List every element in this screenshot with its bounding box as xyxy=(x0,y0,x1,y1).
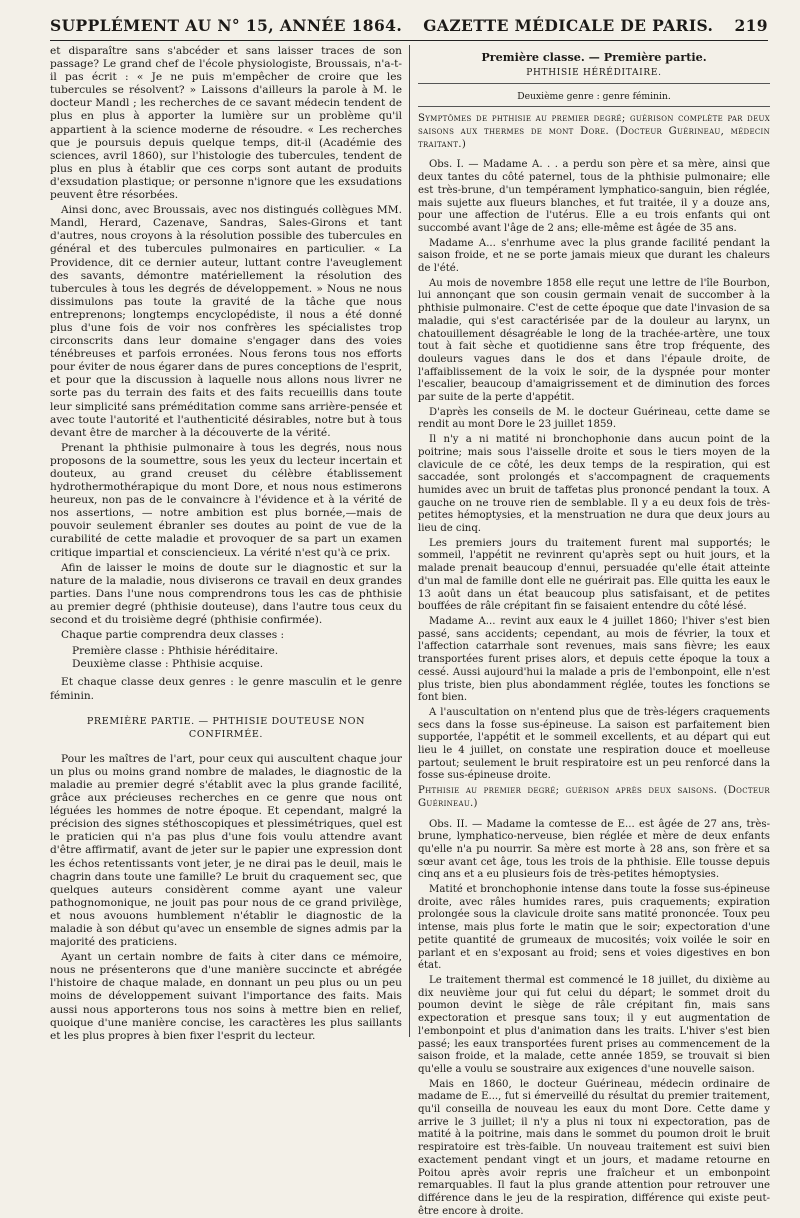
header-rule xyxy=(50,40,768,41)
paragraph: Le traitement thermal est commencé le 18 juillet, du dixième au dix neuvième jour qui fut celui du départ; le sommet droit du poumon devint le siège de râle crépitant fin, mais sans expectoration et presque sans toux; il y eut augmentation de l'embonpoint et plus d'animation dans les traits. L'hiver s'est bien passé; les eaux transportées furent prises au commencement de la saison froide, et la malade, cette année 1859, se trouvait si bien qu'elle a voulu se soustraire aux exigences d'une nouvelle saison. xyxy=(418,974,770,1075)
paragraph: Ainsi donc, avec Broussais, avec nos distingués collègues MM. Mandl, Herard, Cazenave, Sandras, Sales-Girons et tant d'autres, nous croyons à la résolution possible des tubercules en général et des tubercules pulmonaires en particulier. « La Providence, dit ce dernier auteur, luttant contre l'aveuglement des savants, démontre matériellement la résolution des tubercules à tous les degrés de développement. » Nous ne nous dissimulons pas toute la gravité de la tâche que nous entreprenons; longtemps encyclopédiste, il nous a été donné plus d'une fois de voir nos confrères les spécialistes trop circonscrits dans leur domaine s'engager dans des voies ténébreuses et parfois erronées. Nous ferons tous nos efforts pour éviter de nous égarer dans de pures conceptions de l'esprit, et pour que la discussion à laquelle nous allons nous livrer ne sorte pas du terrain des faits et des faits recueillis dans toute leur simplicité sans préméditation comme sans arrière-pensée et avec toute l'autorité et l'authenticité désirables, notre but à tous devant être de marcher à la découverte de la vérité. xyxy=(50,204,402,439)
case-title: Phthisie au premier degré; guérison après deux saisons. (Docteur Guérineau.) xyxy=(418,785,770,809)
left-column xyxy=(50,45,402,1042)
list-item: Première classe : Phthisie héréditaire. xyxy=(72,645,279,658)
paragraph: Chaque partie comprendra deux classes : xyxy=(61,629,285,642)
case-title: Symptômes de phthisie au premier degré; guérison complète par deux saisons aux thermes de mont Dore. (Docteur Guérineau, médecin traitant.) xyxy=(418,113,770,150)
paragraph: Ayant un certain nombre de faits à citer dans ce mémoire, nous ne présenterons que d'une manière succincte et abrégée l'histoire de chaque malade, en donnant un peu plus ou un peu moins de développement suivant l'importance des faits. Mais aussi nous apporterons tous nos soins à mettre bien en relief, quoique d'une manière concise, les caractères les plus saillants et les plus propres à bien fixer l'esprit du lecteur. xyxy=(50,951,402,1042)
journal-title: GAZETTE MÉDICALE DE PARIS. xyxy=(423,16,714,35)
paragraph: Obs. II. — Madame la comtesse de E... est âgée de 27 ans, très-brune, lymphatico-nerveuse, bien réglée et mère de deux enfants qu'elle n'a pu nourrir. Sa mère est morte à 28 ans, son frère et sa sœur avant cet âge, tous les trois de la phthisie. Elle tousse depuis cinq ans et a eu plusieurs fois de très-petites hémoptysies. xyxy=(418,818,770,881)
paragraph: Les premiers jours du traitement furent mal supportés; le sommeil, l'appétit ne revinrent qu'après sept ou huit jours, et la malade prenait beaucoup d'ennui, persuadée qu'elle était atteinte d'un mal de famille dont elle ne guérirait pas. Elle quitta les eaux le 13 août dans un état beaucoup plus satisfaisant, et de petites bouffées de râle crépitant fin se faisaient entendre du côté lésé. xyxy=(418,537,770,613)
paragraph: et disparaître sans s'abcéder et sans laisser traces de son passage? Le grand chef de l'école physiologiste, Broussais, n'a-t-il pas écrit : « Je ne puis m'empêcher de croire que les tubercules se résolvent? » Laissons d'ailleurs la parole à M. le docteur Mandl ; les recherches de ce savant médecin tendent de plus en plus à apporter la lumière sur un problème qu'il appartient à la science moderne de résoudre. « Les recherches que je poursuis depuis quelque temps, dit-il (Académie des sciences, avril 1860), sur l'histologie des tubercules, tendent de plus en plus à établir que ces corps sont autant de produits d'exsudation plastique; or personne n'ignore que les exsudations peuvent être résorbées. xyxy=(50,45,402,202)
paragraph: Mais en 1860, le docteur Guérineau, médecin ordinaire de madame de E..., fut si émerveillé du résultat du premier traitement, qu'il conseilla de nouveau les eaux du mont Dore. Cette dame y arrive le 3 juillet; il n'y a plus ni toux ni expectoration, pas de matité à la poitrine, mais dans le sommet du poumon droit le bruit respiratoire est très-faible. Un nouveau traitement est suivi bien exactement pendant vingt et un jours, et madame retourne en Poitou après avoir repris une fraîcheur et un embonpoint remarquables. Il faut la plus grande attention pour retrouver une différence dans le jeu de la respiration, différence qui existe peut-être encore à droite. xyxy=(418,1078,770,1217)
right-column xyxy=(418,45,770,1217)
divider xyxy=(418,106,770,107)
paragraph: A l'auscultation on n'entend plus que de très-légers craquements secs dans la fosse sus-épineuse. La saison est parfaitement bien supportée, l'appétit et le sommeil excellents, et au départ qui eut lieu le 4 juillet, on constate une respiration douce et moelleuse partout; seulement le bruit respiratoire est un peu renforcé dans la fosse sus-épineuse droite. xyxy=(418,706,770,782)
supplement-label: SUPPLÉMENT AU N° 15, ANNÉE 1864. xyxy=(50,16,403,35)
class-heading: Première classe. — Première partie. xyxy=(481,50,707,64)
paragraph: D'après les conseils de M. le docteur Guérineau, cette dame se rendit au mont Dore le 23 juillet 1859. xyxy=(418,406,770,431)
paragraph: Et chaque classe deux genres : le genre masculin et le genre féminin. xyxy=(50,676,402,702)
paragraph: Prenant la phthisie pulmonaire à tous les degrés, nous nous proposons de la soumettre, sous les yeux du lecteur incertain et douteux, au grand creuset du célèbre établissement hydrothermothérapique du mont Dore, et nous nous estimerons heureux, non pas de le convaincre à l'évidence et à la vérité de nos assertions, — notre ambition est plus bornée,—mais de pouvoir seulement ébranler ses doutes au point de vue de la curabilité de cette maladie et provoquer de sa part un examen critique impartial et consciencieux. La vérité n'est qu'à ce prix. xyxy=(50,441,402,559)
paragraph: Madame A... s'enrhume avec la plus grande facilité pendant la saison froide, et ne se porte jamais mieux que durant les chaleurs de l'été. xyxy=(418,237,770,275)
page-number: 219 xyxy=(734,16,768,35)
genre-heading: Deuxième genre : genre féminin. xyxy=(517,91,671,103)
section-heading: PREMIÈRE PARTIE. — PHTHISIE DOUTEUSE NON CONFIRMÉE. xyxy=(86,715,366,740)
column-divider xyxy=(409,45,410,1037)
paragraph: Pour les maîtres de l'art, pour ceux qui auscultent chaque jour un plus ou moins grand nombre de malades, le diagnostic de la maladie au premier degré s'établit avec la plus grande facilité, grâce aux précieuses recherches en ce genre que nous ont léguées les hommes de notre époque. Et cependant, malgré la précision des signes stéthoscopiques et plessimétriques, quel est le praticien qui n'a pas plus d'une fois voulu attendre avant d'être affirmatif, avant de jeter sur le papier une expression dont les échos retentissants vont jeter, je ne dirai pas le deuil, mais le chagrin dans toute une famille? Le bruit du craquement sec, que quelques auteurs considèrent comme ayant une valeur pathognomonique, ne jouit pas pour nous de ce grand privilège, et nous avouons humblement n'établir le diagnostic de la maladie à son début qu'avec un ensemble de signes admis par la majorité des praticiens. xyxy=(50,752,402,949)
list-item: Deuxième classe : Phthisie acquise. xyxy=(72,658,264,671)
paragraph: Obs. I. — Madame A. . . a perdu son père et sa mère, ainsi que deux tantes du côté paternel, tous de la phthisie pulmonaire; elle est très-brune, d'un tempérament lymphatico-sanguin, bien réglée, mais sujette aux flueurs blanches, et fut traitée, il y a douze ans, pour une affection de l'utérus. Elle a eu trois enfants qui ont succombé avant l'âge de 2 ans; elle-même est âgée de 35 ans. xyxy=(418,159,770,234)
paragraph: Madame A... revint aux eaux le 4 juillet 1860; l'hiver s'est bien passé, sans accidents; cependant, au mois de février, la toux et l'affection catarrhale sont revenues, mais sans fièvre; les eaux transportées furent prises alors, et depuis cette époque la toux a cessé. Aussi aujourd'hui la malade a pris de l'embonpoint, elle n'est plus triste, bien plus abondamment réglée, toutes les fonctions se font bien. xyxy=(418,616,770,704)
divider xyxy=(418,83,770,84)
paragraph: Il n'y a ni matité ni bronchophonie dans aucun point de la poitrine; mais sous l'aisselle droite et sous le tiers moyen de la clavicule de ce côté, les deux temps de la respiration, qui est saccadée, sont prolongés et s'accompagnent de craquements humides avec un bruit de taffetas plus prononcé pendant la toux. A gauche on ne trouve rien de semblable. Il y a eu deux fois de très-petites hémoptysies, et la menstruation ne dura que deux jours au lieu de cinq. xyxy=(418,434,770,535)
page-header xyxy=(50,16,768,35)
class-list xyxy=(72,645,402,671)
paragraph: Afin de laisser le moins de doute sur le diagnostic et sur la nature de la maladie, nous diviserons ce travail en deux grandes parties. Dans l'une nous comprendrons tous les cas de phthisie au premier degré (phthisie douteuse), dans l'autre tous ceux du second et du troisième degré (phthisie confirmée). xyxy=(50,561,402,627)
paragraph: Au mois de novembre 1858 elle reçut une lettre de l'île Bourbon, lui annonçant que son cousin germain venait de succomber à la phthisie pulmonaire. C'est de cette époque que date l'invasion de sa maladie, qui s'est caractérisée par de la douleur au larynx, un chatouillement désagréable le long de la trachée-artère, une toux tout à fait sèche et quotidienne sans être trop fréquente, des douleurs vagues dans le dos et dans l'épaule droite, de l'affaiblissement de la voix le soir, de la dyspnée pour monter l'escalier, beaucoup d'amaigrissement et de diminution des forces par suite de la perte d'appétit. xyxy=(418,277,770,404)
paragraph: Matité et bronchophonie intense dans toute la fosse sus-épineuse droite, avec râles humides rares, puis craquements; expiration prolongée sous la clavicule droite sans matité prononcée. Toux peu intense, mais plus forte le matin que le soir; expectoration d'une petite quantité de grumeaux de mucosités; voix voilée le soir en parlant et en s'exposant au froid; sens et voies digestives en bon état. xyxy=(418,884,770,972)
subheading: PHTHISIE HÉRÉDITAIRE. xyxy=(526,68,662,79)
